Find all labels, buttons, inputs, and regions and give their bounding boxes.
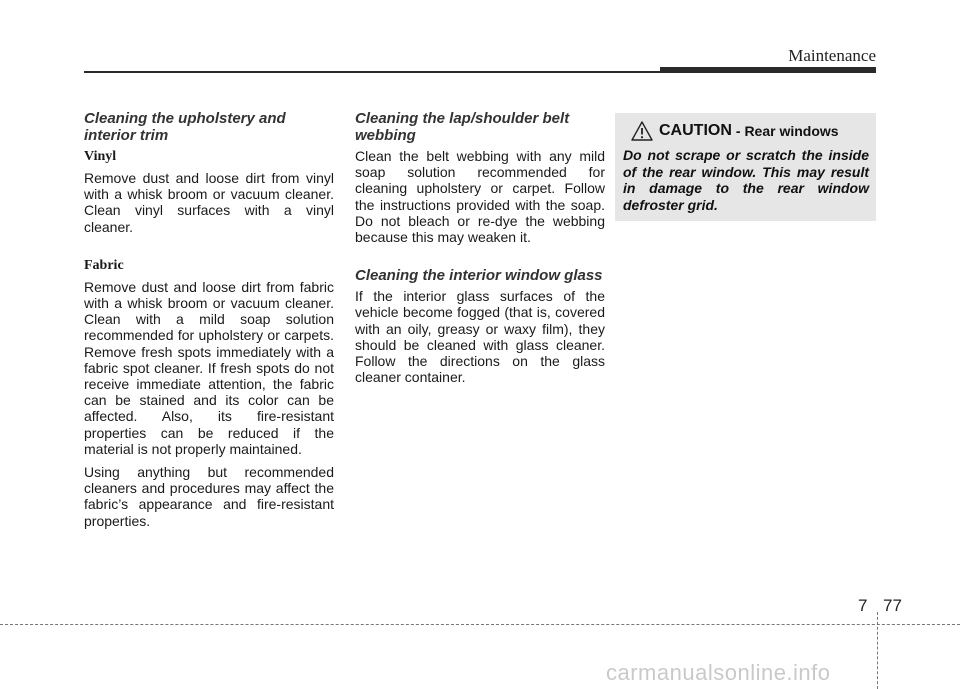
left-column	[84, 110, 334, 536]
upholstery-heading: Cleaning the upholstery and interior trim	[84, 110, 286, 144]
belt-webbing-paragraph: Clean the belt webbing with any mild soap solution recommended for cleaning upholstery or carpet. Follow the instructions provided with the soap. Do not bleach or re-dye the webbing because this may weaken it.	[355, 148, 605, 246]
caution-subtitle: - Rear windows	[735, 123, 839, 139]
caution-box	[615, 113, 876, 221]
section-title: Maintenance	[788, 46, 876, 65]
window-glass-paragraph: If the interior glass surfaces of the vehicle become fogged (that is, covered with an oily, greasy or waxy film), they should be cleaned with glass cleaner. Follow the directions on the glass cleaner container.	[355, 288, 605, 386]
footer-rule	[0, 624, 960, 625]
fabric-paragraph-2: Using anything but recommended cleaners and procedures may affect the fabric’s appearance and fire-resistant properties.	[84, 464, 334, 529]
page-number: 77	[883, 596, 902, 615]
vinyl-paragraph: Remove dust and loose dirt from vinyl with a whisk broom or vacuum cleaner. Clean vinyl surfaces with a vinyl cleaner.	[84, 170, 334, 235]
caution-text: Do not scrape or scratch the inside of the rear window. This may result in damage to the rear window defroster grid.	[623, 147, 869, 213]
middle-column	[355, 110, 605, 392]
vinyl-label: Vinyl	[84, 149, 117, 164]
watermark: carmanualsonline.info	[606, 660, 831, 685]
chapter-number: 7	[858, 596, 868, 615]
warning-triangle-icon	[631, 121, 653, 141]
caution-title: CAUTION	[659, 122, 732, 139]
fabric-label: Fabric	[84, 257, 124, 273]
window-glass-heading: Cleaning the interior window glass	[355, 267, 603, 285]
fabric-paragraph: Remove dust and loose dirt from fabric with a whisk broom or vacuum cleaner. Clean with a mild soap solution recommended for upholstery or carpets. Remove fresh spots immediately with a fabric spot cleaner. If fresh spots do not receive immediate attention, the fabric can be stained and its color can be affected. Also, its fire-resistant properties can be reduced if the material is not properly maintained.	[84, 278, 334, 457]
footer-divider	[877, 612, 878, 689]
header-rule-thick	[660, 67, 876, 73]
caution-header	[631, 121, 839, 141]
header-rule-thin	[84, 71, 684, 73]
belt-webbing-heading: Cleaning the lap/shoulder belt webbing	[355, 110, 570, 144]
